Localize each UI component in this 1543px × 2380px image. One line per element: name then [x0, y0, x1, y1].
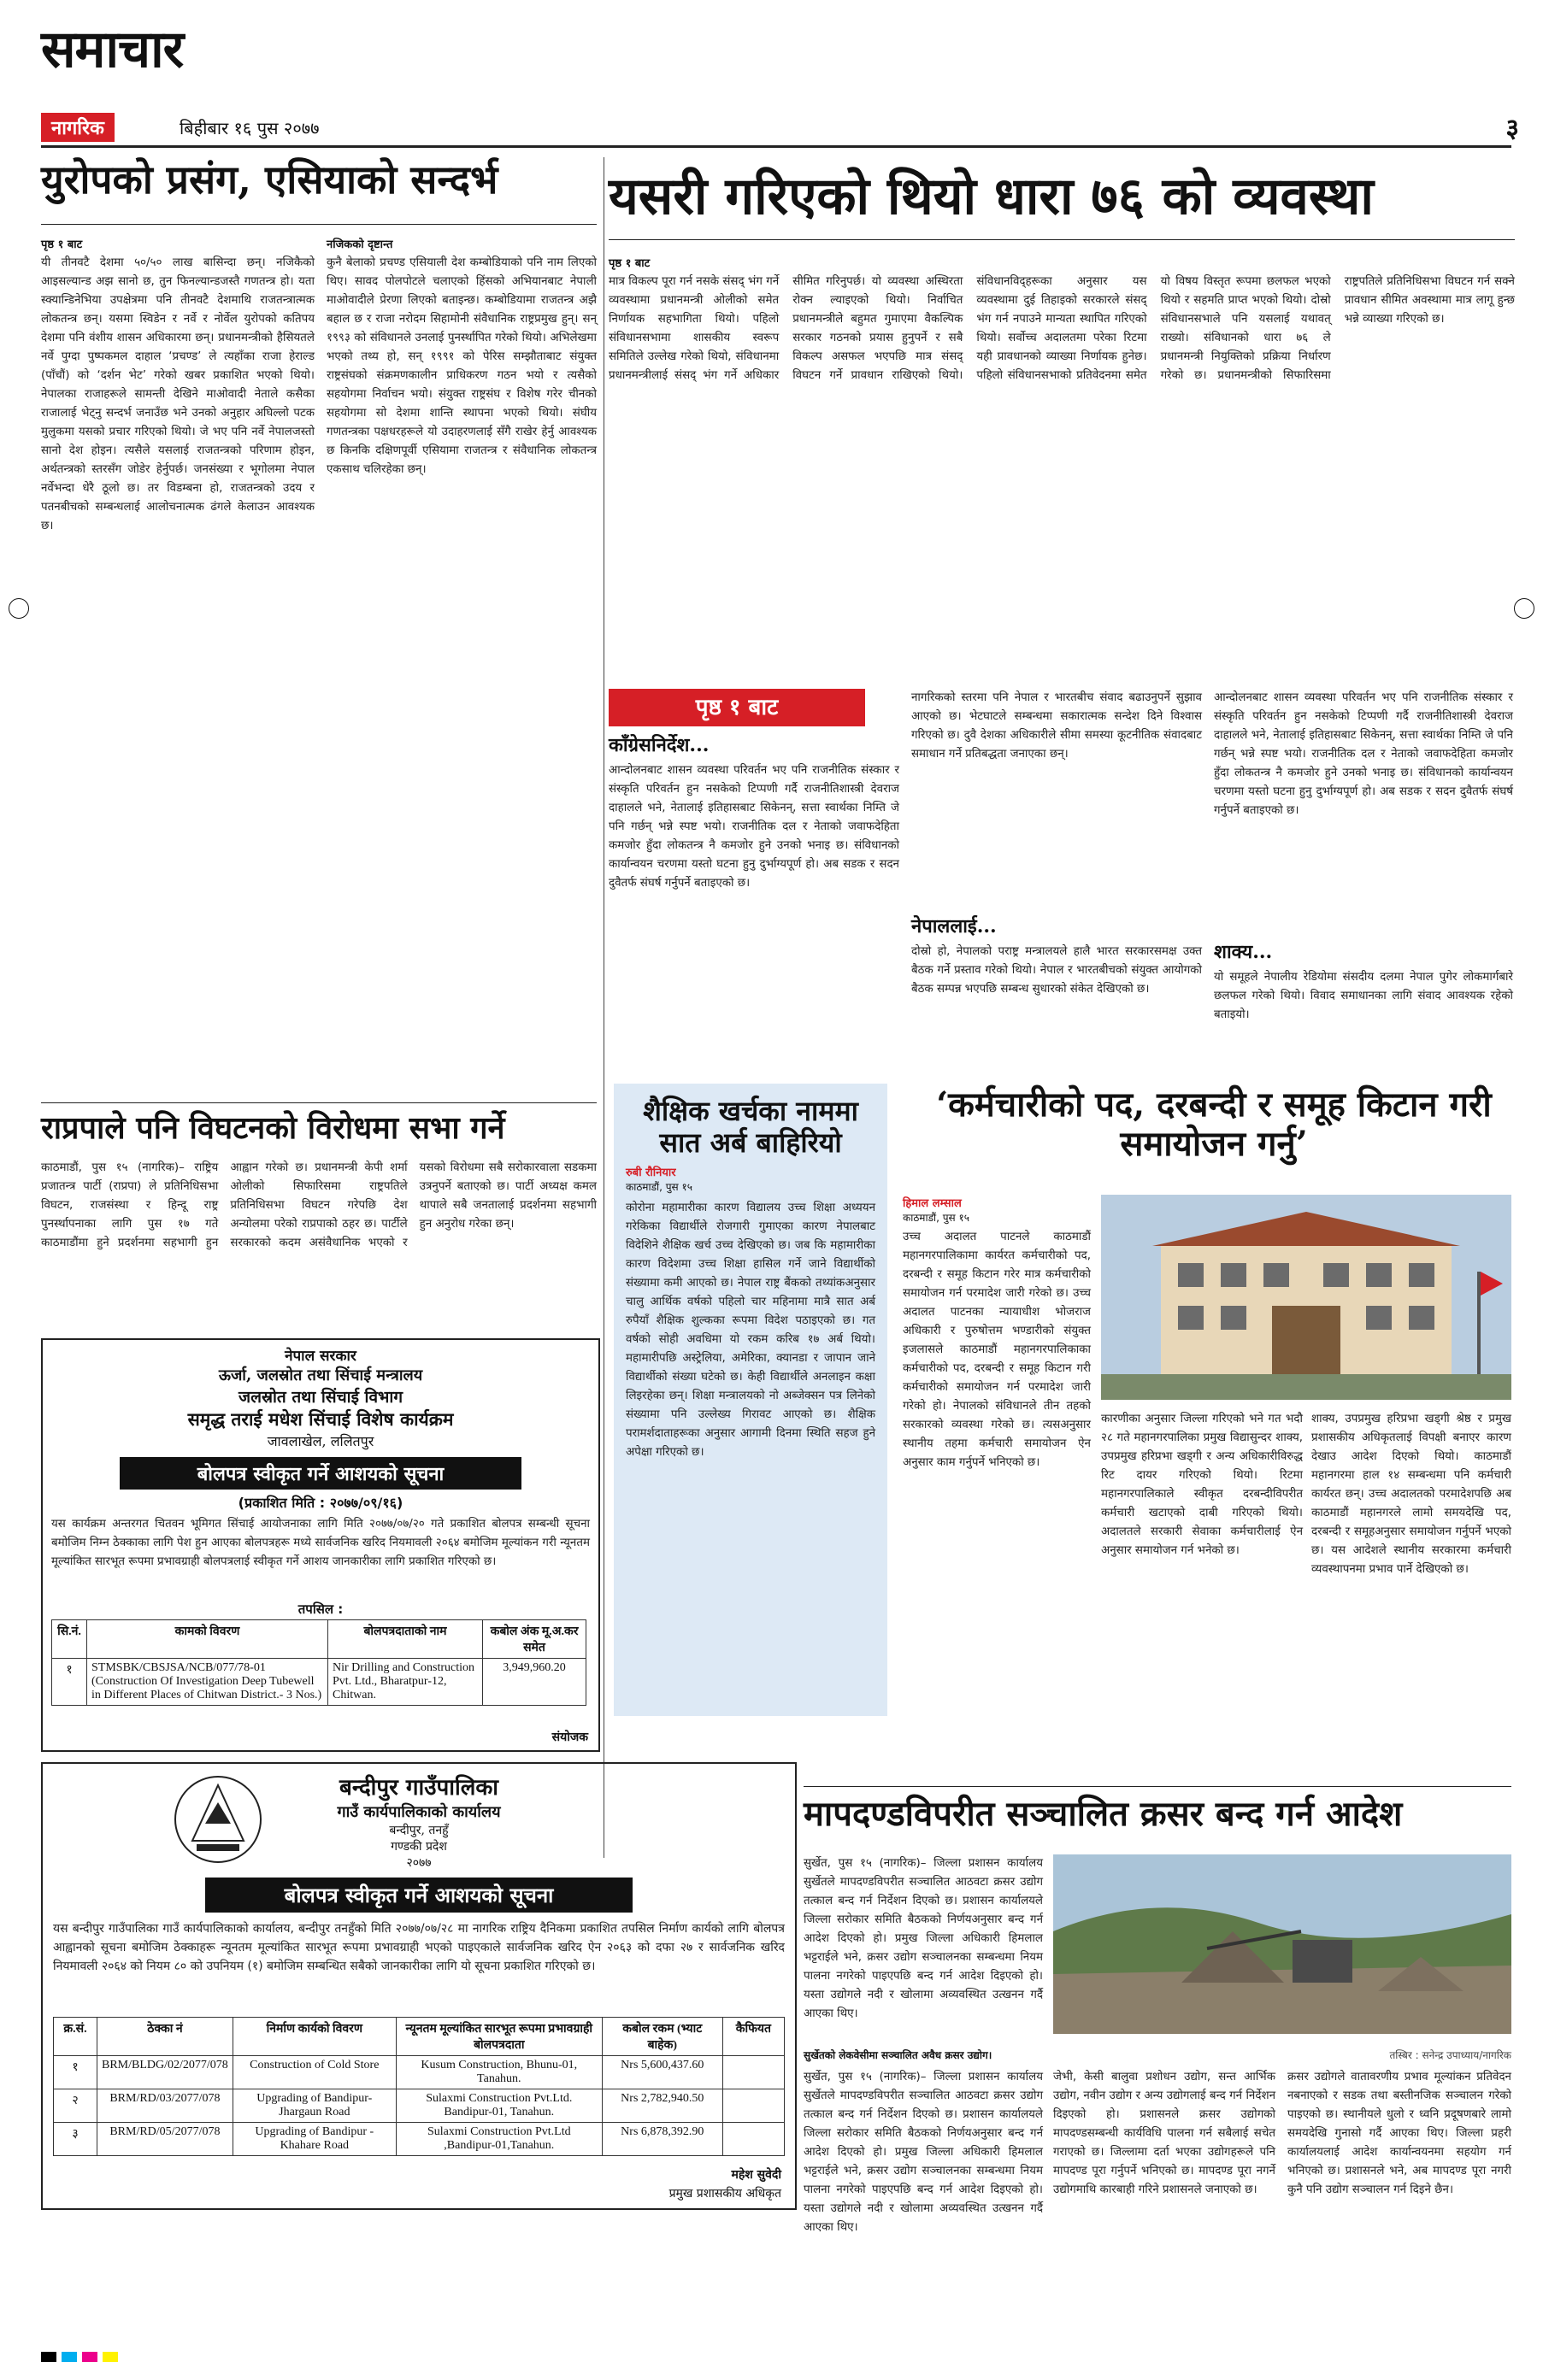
dhara76-text: मात्र विकल्प पूरा गर्न नसके संसद् भंग गर्ने व्यवस्थामा प्रधानमन्त्री ओलीको समेत निर्णायक सहभागिता थियो। पहिलो संविधानसभामा शासकीय स्वरूप समितिले उल्लेख गरेको थियो, संविधानमा प्रधानमन्त्रीलाई संसद् भंग गर्ने अधिकार सीमित गरिनुपर्छ। यो व्यवस्था अस्थिरता रोक्न ल्याइएको थियो। निर्वाचित प्रधानमन्त्रीले बहुमत गुमाएमा वैकल्पिक सरकार गठनको प्रयास हुनुपर्ने र सबै विकल्प असफल भएपछि मात्र संसद् विघटन गर्ने प्रावधान राखिएको थियो। संविधानविद्हरूका अनुसार यस व्यवस्थामा दुई तिहाइको सरकारले संसद् भंग गर्न नपाउने मान्यता स्थापित गरिएको थियो। सर्वोच्च अदालतमा परेका रिटमा यही प्रावधानको व्याख्या निर्णायक हुनेछ। पहिलो संविधानसभाको प्रतिवेदनमा समेत यो विषय विस्तृत रूपमा छलफल भएको थियो र सहमति प्राप्त भएको थियो। दोस्रो संविधानसभाले पनि यसलाई यथावत् राख्यो। संविधानको धारा ७६ ले प्रधानमन्त्री नियुक्तिको प्रक्रिया निर्धारण गरेको छ। प्रधानमन्त्रीको सिफारिसमा राष्ट्रपतिले प्रतिनिधिसभा विघटन गर्न सक्ने प्रावधान सीमित अवस्थामा मात्र लागू हुन्छ भन्ने व्याख्या गरिएको छ।	[609, 275, 1515, 382]
irrigation-pubdate: (प्रकाशित मिति : २०७७/०९/१६)	[238, 1495, 403, 1511]
crusher-headline: मापदण्डविपरीत सञ्चालित क्रसर बन्द गर्न आदेश	[804, 1794, 1403, 1834]
bandipur-th: कैफियत	[722, 2018, 784, 2056]
dhara76-headline: यसरी गरिएको थियो धारा ७६ को व्यवस्था	[609, 167, 1374, 226]
crusher-credit: तस्बिर : सनेन्द्र उपाध्याय/नागरिक	[1389, 2049, 1511, 2061]
bandipur-cell: Nrs 6,878,392.90	[602, 2123, 722, 2156]
bandipur-cell: BRM/RD/05/2077/078	[97, 2123, 233, 2156]
europe-col2-text: कुनै बेलाको प्रचण्ड एसियाली देश कम्बोडियाको पनि नाम लिएको थिए। सावद पोलपोटले चलाएको हिंसको अभियानबाट नेपाली माओवादीले प्रेरणा लिएको बताइन्छ। कम्बोडियामा राजतन्त्र अझै बहाल छ र राजा नरोदम सिहामोनी संवैधानिक राष्ट्रप्रमुख हुन्। सन् १९९३ को संविधानले उनलाई पुनर्स्थापित गरेको थियो। अभिलेखमा भएको तथ्य हो, सन् १९९१ को पेरिस सम्झौताबाट संयुक्त राष्ट्रसंघको संक्रमणकालीन प्राधिकरण गठन भयो र त्यसैको सहयोगमा निर्वाचन भयो। संयुक्त राष्ट्रसंघ र विशेष गरेर चीनको सहयोगमा सो देशमा शान्ति स्थापना भएको थियो। संघीय गणतन्त्रका पक्षधरहरूले यो उदाहरणलाई सँगै राखेर हेर्नु आवश्यक छ किनकि दक्षिणपूर्वी एसियामा राजतन्त्र र संवैधानिक लोकतन्त्र एकसाथ चलिरहेका छन्।	[327, 256, 597, 476]
europe-col2	[327, 236, 597, 1151]
bandipur-cell: Construction of Cold Store	[233, 2056, 396, 2089]
europe-col1	[41, 236, 315, 1151]
page1box-col3	[1214, 689, 1513, 1071]
color-bar	[41, 2352, 1511, 2364]
education-headline: शैक्षिक खर्चका नाममा सात अर्ब बाहिरियो	[643, 1095, 858, 1159]
irrigation-banner: बोलपत्र स्वीकृत गर्ने आशयको सूचना	[120, 1457, 521, 1490]
registration-mark	[1514, 598, 1534, 619]
europe-headline: युरोपको प्रसंग, एसियाको सन्दर्भ	[41, 156, 498, 203]
irrigation-notice	[41, 1338, 600, 1752]
europe-rule	[41, 224, 597, 225]
page1box-text2: दोस्रो हो, नेपालको पराष्ट्र मन्त्रालयले हालै भारत सरकारसमक्ष उक्त बैठक गर्ने प्रस्ताव गरेको थियो। नेपाल र भारतबीचको संयुक्त आयोगको बैठक सम्पन्न भएपछि सम्बन्ध सुधारको संकेत देखिएको छ।	[911, 945, 1202, 996]
irrigation-ministry: ऊर्जा, जलस्रोत तथा सिंचाई मन्त्रालय	[218, 1366, 423, 1384]
employee-text3: शाक्य, उपप्रमुख हरिप्रभा खड्गी श्रेष्ठ र प्रमुख प्रशासकीय अधिकृतलाई विपक्षी बनाएर कारण देखाउ आदेश दिएको थियो। काठमाडौं महानगरमा हाल १४ सम्बन्धमा पनि कर्मचारी कार्यरत छन्। उच्च अदालतको परमादेशपछि अब काठमाडौं महानगरले लामो समयदेखि पद, दरबन्दी र समूहअनुसार समायोजन गर्नुपर्ने भएको छ। यस आदेशले स्थानीय सरकारमा कर्मचारी व्यवस्थापनमा प्रभाव पार्ने देखिएको छ।	[1311, 1413, 1511, 1576]
bandipur-cell: Nrs 5,600,437.60	[602, 2056, 722, 2089]
irrigation-body: यस कार्यक्रम अन्तरगत चितवन भूमिगत सिंचाई आयोजनाका लागि मिति २०७७/०७/२० गते प्रकाशित बोलपत्र सम्बन्धी सूचना बमोजिम निम्न ठेक्काका लागि पेश हुन आएका बोलपत्रहरू मध्ये सार्वजनिक खरिद नियमावली २०६४ बमोजिम मूल्यांकन गरी न्यूनतम मूल्यांकित सारभूत रूपमा प्रभावग्राही बोलपत्रलाई स्वीकृत गर्ने आशय जानकारीका लागि प्रकाशित गरिएको छ।	[51, 1518, 590, 1568]
bandipur-cell: २	[54, 2089, 97, 2123]
employee-headline: ‘कर्मचारीको पद, दरबन्दी र समूह किटान गरी समायोजन गर्नु’	[936, 1084, 1492, 1164]
municipality-building-photo	[1101, 1195, 1511, 1400]
irrigation-gov: नेपाल सरकार	[285, 1348, 356, 1365]
education-byline: रुबी रौनियार	[626, 1166, 676, 1179]
bandipur-office: गाउँ कार्यपालिकाको कार्यालय	[337, 1803, 501, 1821]
page1box-col2	[911, 689, 1202, 1071]
employee-text1: उच्च अदालत पाटनले काठमाडौं महानगरपालिकामा कार्यरत कर्मचारीको पद, दरबन्दी र समूह किटान गरेर मात्र कर्मचारीको समायोजन गर्न परमादेश जारी गरेको छ। उच्च अदालत पाटनका न्यायाधीश भोजराज अधिकारी र पुरुषोत्तम भण्डारीको संयुक्त इजलासले काठमाडौं महानगरपालिकाका कर्मचारीको पद, दरबन्दी र समूह किटान गरी कर्मचारीको समायोजन गर्न परमादेश जारी गरेको हो। नेपालको संविधानले तीन तहको सरकारको व्यवस्था गरेको छ। त्यसअनुसार स्थानीय तहमा कर्मचारी समायोजन ऐन अनुसार काम गर्नुपर्ने भनिएको छ।	[903, 1231, 1091, 1469]
swatch-cyan	[62, 2352, 77, 2362]
rpp-headline: राप्रपाले पनि विघटनको विरोधमा सभा गर्ने	[41, 1110, 505, 1146]
nepal-emblem-icon	[171, 1772, 265, 1866]
irrigation-cell: STMSBK/CBSJSA/NCB/077/78-01 (Construction Of Investigation Deep Tubewell in Different Places of Chitwan District.- 3 Nos.)	[87, 1659, 328, 1706]
masthead-title: समाचार	[41, 20, 184, 79]
employee-text2: कारणीका अनुसार जिल्ला गरिएको भने गत भदौ २८ गते महानगरपालिका प्रमुख विद्यासुन्दर शाक्य, उपप्रमुख हरिप्रभा खड्गी र अन्य अधिकारीविरुद्ध रिट दायर गरिएको थियो। रिटमा महानगरपालिकाले स्वीकृत दरबन्दीविपरीत कर्मचारी खटाएको दाबी गरिएको थियो। अदालतले सरकारी सेवाका कर्मचारीलाई ऐन अनुसार समायोजन गर्न भनेको छ।	[1101, 1413, 1303, 1557]
europe-col2-subhead: नजिकको दृष्टान्त	[327, 238, 393, 251]
table-row	[52, 1659, 586, 1706]
brand-badge: नागरिक	[41, 113, 115, 142]
page1box-text1b: आन्दोलनबाट शासन व्यवस्था परिवर्तन भए पनि राजनीतिक संस्कार र संस्कृति परिवर्तन हुन नसकेको टिप्पणी गर्दै राजनीतिशास्त्री देवराज दाहालले भने, नेतालाई इतिहासबाट सिकेनन्, सत्ता स्वार्थका निम्ति जे पनि गर्छन् भन्ने स्पष्ट भयो। राजनीतिक दल र नेताको जवाफदेहिता कमजोर हुँदा लोकतन्त्र नै कमजोर हुने उनको भनाइ छ। संविधानको कार्यान्वयन चरणमा यस्तो घटना हुनु दुर्भाग्यपूर्ण हो। अब सडक र सदन दुवैतर्फ संघर्ष गर्नुपर्ने बताइएको छ।	[1214, 691, 1513, 817]
bandipur-cell: Nrs 2,782,940.50	[602, 2089, 722, 2123]
table-row	[54, 2089, 785, 2123]
bandipur-year: २०७७	[406, 1856, 432, 1870]
table-row	[54, 2056, 785, 2089]
irrigation-table	[51, 1619, 586, 1706]
bandipur-cell: Kusum Construction, Bhunu-01, Tanahun.	[396, 2056, 602, 2089]
irrigation-th-bidder: बोलपत्रदाताको नाम	[328, 1620, 483, 1659]
irrigation-sign: संयोजक	[551, 1731, 588, 1744]
bandipur-cell	[722, 2089, 784, 2123]
bandipur-table	[53, 2017, 785, 2156]
bandipur-th: ठेक्का नं	[97, 2018, 233, 2056]
bandipur-cell: Upgrading of Bandipur-Jhargaun Road	[233, 2089, 396, 2123]
europe-col1-subhead: पृष्ठ १ बाट	[41, 238, 83, 251]
irrigation-program: समृद्ध तराई मधेश सिंचाई विशेष कार्यक्रम	[187, 1408, 454, 1430]
crusher-caption: सुर्खेतको लेकवेसीमा सञ्चालित अवैध क्रसर उद्योग।	[804, 2049, 992, 2061]
rpp-top-rule	[41, 1102, 597, 1103]
irrigation-cell: Nir Drilling and Construction Pvt. Ltd., Bharatpur-12, Chitwan.	[328, 1659, 483, 1706]
bandipur-th: निर्माण कार्यको विवरण	[233, 2018, 396, 2056]
bandipur-cell	[722, 2056, 784, 2089]
swatch-yellow	[103, 2352, 118, 2362]
page1box-text1: आन्दोलनबाट शासन व्यवस्था परिवर्तन भए पनि राजनीतिक संस्कार र संस्कृति परिवर्तन हुन नसकेको टिप्पणी गर्दै राजनीतिशास्त्री देवराज दाहालले भने, नेतालाई इतिहासबाट सिकेनन्, सत्ता स्वार्थका निम्ति जे पनि गर्छन् भन्ने स्पष्ट भयो। राजनीतिक दल र नेताको जवाफदेहिता कमजोर हुँदा लोकतन्त्र नै कमजोर हुने उनको भनाइ छ। संविधानको कार्यान्वयन चरणमा यस्तो घटना हुनु दुर्भाग्यपूर्ण हो। अब सडक र सदन दुवैतर्फ संघर्ष गर्नुपर्ने बताइएको छ।	[609, 764, 899, 890]
page1box-text3: नागरिकको स्तरमा पनि नेपाल र भारतबीच संवाद बढाउनुपर्ने सुझाव आएको छ। भेटघाटले सम्बन्धमा सकारात्मक सन्देश दिने विश्वास गरिएको छ। दुवै देशका अधिकारीले सीमा समस्या कूटनीतिक संवादबाट समाधान गर्ने प्रतिबद्धता जनाएका छन्।	[911, 691, 1202, 761]
page1box-head1: काँग्रेसनिर्देश...	[609, 734, 710, 756]
bandipur-notice	[41, 1762, 797, 2210]
page1box-head2: नेपाललाई...	[911, 915, 997, 937]
bandipur-cell: BRM/BLDG/02/2077/078	[97, 2056, 233, 2089]
page1box-col1	[609, 735, 899, 1086]
employee-byline: हिमाल लम्साल	[903, 1197, 962, 1210]
education-panel	[614, 1084, 887, 1716]
swatch-magenta	[82, 2352, 97, 2362]
page1box-text4: यो समूहले नेपालीय रेडियोमा संसदीय दलमा नेपाल पुगेर लोकमार्गबारे छलफल गरेको थियो। विवाद समाधानका लागि संवाद आवश्यक रहेको बताइयो।	[1214, 971, 1513, 1022]
bandipur-cell: १	[54, 2056, 97, 2089]
crusher-illustration	[1053, 1854, 1511, 2034]
europe-col1-text: यी तीनवटै देशमा ५०/५० लाख बासिन्दा छन्। नजिकैको आइसल्यान्ड अझ सानो छ, तुन फिनल्यान्डजस्तै गणतन्त्र हो। यता स्क्यान्डिनेभिया उपक्षेत्रमा पनि तीनवटै देशमाथि राजतन्त्रात्मक लोकतन्त्र छन्। यसमा स्विडेन र नर्वे र नोर्वेल युरोपको कतिपय देशमा पनि वंशीय शासन अधिकारमा छन्। प्रधानमन्त्रीको हैसियतले नर्वे पुग्दा पुष्पकमल दाहाल ‘प्रचण्ड’ ले त्यहाँका राजा हेराल्ड (पाँचौं) को ‘दर्शन भेट’ गरेको खबर प्रकाशित भएको थियो। नेपालका राजाहरूले सामन्ती देखिने माओवादी नेताले कसैका राजालाई भेट्नु सन्दर्भ जनाउँछ भने उनको अनुहार अघिल्लो पटक मुलुकमा यसको प्रचार गरिएको थियो। जे भए पनि नर्वे नेपालजस्तो सानो देश होइन। त्यसैले यसलाई राजतन्त्रको परिणाम होइन, अर्थतन्त्रको स्तरसँग जोडेर हेर्नुपर्छ। जनसंख्या र भूगोलमा नेपाल नर्वेभन्दा धेरै ठूलो छ। तर विडम्बना हो, राजतन्त्रको उदय र पतनबीचको सम्बन्धलाई आलोचनात्मक ढंगले केलाउन आवश्यक छ।	[41, 256, 315, 532]
dhara76-body	[609, 255, 1515, 691]
bandipur-cell: Sulaxmi Construction Pvt.Ltd. Bandipur-01, Tanahun.	[396, 2089, 602, 2123]
registration-mark	[9, 598, 29, 619]
crusher-text1: सुर्खेत, पुस १५ (नागरिक)– जिल्ला प्रशासन कार्यालय सुर्खेतले मापदण्डविपरीत सञ्चालित आठवटा क्रसर उद्योग तत्काल बन्द गर्न निर्देशन दिएको छ। प्रशासन कार्यालयले जिल्ला सरोकार समिति बैठकको निर्णयअनुसार बन्द गर्न आदेश दिएको हो। प्रमुख जिल्ला अधिकारी हिमलाल भट्टराईले भने, क्रसर उद्योग सञ्चालनका सम्बन्धमा नियम पालना नगरेको पाइएपछि बन्द गर्न आदेश दिइएको हो। यस्ता उद्योगले नदी र खोलामा अव्यवस्थित उत्खनन गर्दै आएका थिए।	[804, 1857, 1043, 2020]
irrigation-th-sn: सि.नं.	[52, 1620, 87, 1659]
dhara76-rule	[609, 239, 1515, 240]
bandipur-addr1: बन्दीपुर, तनहुँ	[389, 1824, 449, 1837]
page1box-head3: शाक्य...	[1214, 941, 1273, 963]
irrigation-th-amount: कबोल अंक मू.अ.कर समेत	[483, 1620, 586, 1659]
bandipur-cell: Sulaxmi Construction Pvt.Ltd ,Bandipur-01,Tanahun.	[396, 2123, 602, 2156]
education-dateline: काठमाडौं, पुस १५	[626, 1180, 692, 1193]
crusher-text2: जेभी, केसी बालुवा प्रशोधन उद्योग, सन्त आर्भिक उद्योग, नवीन उद्योग र अन्य उद्योगलाई बन्द गर्न निर्देशन दिइएको हो। प्रशासनले क्रसर उद्योगको मापदण्डसम्बन्धी कार्यविधि पालना गर्न सबैलाई सचेत गराएको छ। जिल्लामा दर्ता भएका उद्योगहरूले पनि मापदण्ड पूरा गर्नुपर्ने भनिएको छ। मापदण्ड पूरा नगर्ने उद्योगमाथि कारबाही गरिने प्रशासनले जनाएको छ।	[1053, 2071, 1275, 2196]
swatch-black	[41, 2352, 56, 2362]
bandipur-th: न्यूनतम मूल्यांकित सारभूत रूपमा प्रभावग्राही बोलपत्रदाता	[396, 2018, 602, 2056]
bandipur-cell: Upgrading of Bandipur -Khahare Road	[233, 2123, 396, 2156]
bandipur-cell	[722, 2123, 784, 2156]
page1-continued-label: पृष्ठ १ बाट	[609, 689, 865, 726]
page-number: ३	[1505, 114, 1519, 144]
bandipur-sign-title: प्रमुख प्रशासकीय अधिकृत	[668, 2187, 781, 2201]
bandipur-cell: ३	[54, 2123, 97, 2156]
bandipur-sign-name: महेश सुवेदी	[731, 2168, 781, 2182]
irrigation-table-title: तपसिल :	[297, 1601, 344, 1617]
bandipur-addr2: गण्डकी प्रदेश	[391, 1840, 447, 1854]
dhara76-subhead: पृष्ठ १ बाट	[609, 257, 651, 270]
education-text: कोरोना महामारीका कारण विद्यालय उच्च शिक्षा अध्ययन गरेकिका विद्यार्थीले रोजगारी गुमाएका कारण नेपालबाट विदेशिने शैक्षिक खर्च उच्च देखिएको छ। जब कि महामारीका कारण विदेशमा उच्च शिक्षा हासिल गर्ने जाने विद्यार्थीको संख्यामा कमी आएको छ। नेपाल राष्ट्र बैंकको तथ्यांकअनुसार चालु आर्थिक वर्षको पहिलो चार महिनामा मात्रै सात अर्ब रुपैयाँ शैक्षिक शुल्कका रूपमा विदेश पठाइएको छ। गत वर्षको सोही अवधिमा यो रकम करिब १७ अर्ब थियो। महामारीपछि अस्ट्रेलिया, अमेरिका, क्यानडा र जापान जाने विद्यार्थीको संख्या घटेको छ। केही विद्यार्थीले अनलाइन कक्षा लिइरहेका छन्। शिक्षा मन्त्रालयको नो अब्जेक्सन पत्र लिनेको संख्यामा पनि उल्लेख्य गिरावट आएको छ। शैक्षिक परामर्शदाताहरूका अनुसार आगामी दिनमा स्थिति सहज हुने अपेक्षा गरिएको छ।	[626, 1201, 875, 1459]
table-row	[54, 2123, 785, 2156]
masthead-rule	[41, 145, 1511, 148]
irrigation-cell: १	[52, 1659, 87, 1706]
irrigation-th-work: कामको विवरण	[87, 1620, 328, 1659]
bandipur-cell: BRM/RD/03/2077/078	[97, 2089, 233, 2123]
rpp-text: काठमाडौं, पुस १५ (नागरिक)– राष्ट्रिय प्रजातन्त्र पार्टी (राप्रपा) ले प्रतिनिधिसभा विघटन, राजसंस्था र हिन्दू राष्ट्र पुनर्स्थापनाका लागि पुस १७ गते काठमाडौंमा हुने प्रदर्शनमा सहभागी हुन आह्वान गरेको छ। प्रधानमन्त्री केपी शर्मा ओलीको सिफारिसमा राष्ट्रपतिले प्रतिनिधिसभा विघटन गरेपछि देश अन्योलमा परेको राप्रपाको ठहर छ। पार्टीले सरकारको कदम असंवैधानिक भएको र यसको विरोधमा सबै सरोकारवाला सडकमा उत्रनुपर्ने बताएको छ। पार्टी अध्यक्ष कमल थापाले सबै जनतालाई प्रदर्शनमा सहभागी हुन अनुरोध गरेका छन्।	[41, 1161, 597, 1249]
employee-dateline: काठमाडौं, पुस १५	[903, 1212, 969, 1224]
issue-date: बिहीबार १६ पुस २०७७	[180, 118, 320, 138]
bandipur-th: क्र.सं.	[54, 2018, 97, 2056]
employee-col1	[903, 1195, 1091, 1724]
bandipur-body: यस बन्दीपुर गाउँपालिका गाउँ कार्यपालिकाको कार्यालय, बन्दीपुर तनहुँको मिति २०७७/०७/२८ मा नागरिक राष्ट्रिय दैनिकमा प्रकाशित तपसिल निर्माण कार्यको लागि बोलपत्र आह्वानको सूचना बमोजिम ठेक्काहरू न्यूनतम मूल्यांकित सारभूत रूपमा प्रभावग्राही भएको पाइएकाले सार्वजनिक खरिद ऐन २०६३ को दफा २७ र सार्वजनिक खरिद नियमावली २०६४ को नियम ८० को उपनियम (१) बमोजिम सम्बन्धित सबैको जानकारीका लागि यो सूचना प्रकाशित गरिएको छ।	[53, 1922, 785, 1973]
irrigation-place: जावलाखेल, ललितपुर	[267, 1433, 374, 1449]
bandipur-banner: बोलपत्र स्वीकृत गर्ने आशयको सूचना	[205, 1878, 633, 1913]
irrigation-dept: जलस्रोत तथा सिंचाई विभाग	[238, 1388, 403, 1407]
bandipur-th: कबोल रकम (भ्याट बाहेक)	[602, 2018, 722, 2056]
crusher-text1b: सुर्खेत, पुस १५ (नागरिक)– जिल्ला प्रशासन कार्यालय सुर्खेतले मापदण्डविपरीत सञ्चालित आठवटा क्रसर उद्योग तत्काल बन्द गर्न निर्देशन दिएको छ। प्रशासन कार्यालयले जिल्ला सरोकार समिति बैठकको निर्णयअनुसार बन्द गर्न आदेश दिएको हो। प्रमुख जिल्ला अधिकारी हिमलाल भट्टराईले भने, क्रसर उद्योग सञ्चालनका सम्बन्धमा नियम पालना नगरेको पाइएपछि बन्द गर्न आदेश दिइएको हो। यस्ता उद्योगले नदी र खोलामा अव्यवस्थित उत्खनन गर्दै आएका थिए।	[804, 2071, 1043, 2234]
crusher-photo	[1053, 1854, 1511, 2034]
crusher-text3: क्रसर उद्योगले वातावरणीय प्रभाव मूल्यांकन प्रतिवेदन नबनाएको र सडक तथा बस्तीनजिक सञ्चालन गरेको पाइएको छ। स्थानीयले धुलो र ध्वनि प्रदूषणबारे लामो समयदेखि गुनासो गर्दै आएका थिए। जिल्ला प्रहरी कार्यालयलाई आदेश कार्यान्वयनमा सहयोग गर्न भनिएको छ। प्रशासनले भने, अब मापदण्ड पूरा नगरी कुनै पनि उद्योग सञ्चालन गर्न दिइने छैन।	[1287, 2071, 1511, 2196]
building-illustration	[1101, 1195, 1511, 1400]
crusher-top-rule	[804, 1786, 1511, 1787]
irrigation-cell: 3,949,960.20	[483, 1659, 586, 1706]
bandipur-title: बन्दीपुर गाउँपालिका	[339, 1775, 499, 1801]
